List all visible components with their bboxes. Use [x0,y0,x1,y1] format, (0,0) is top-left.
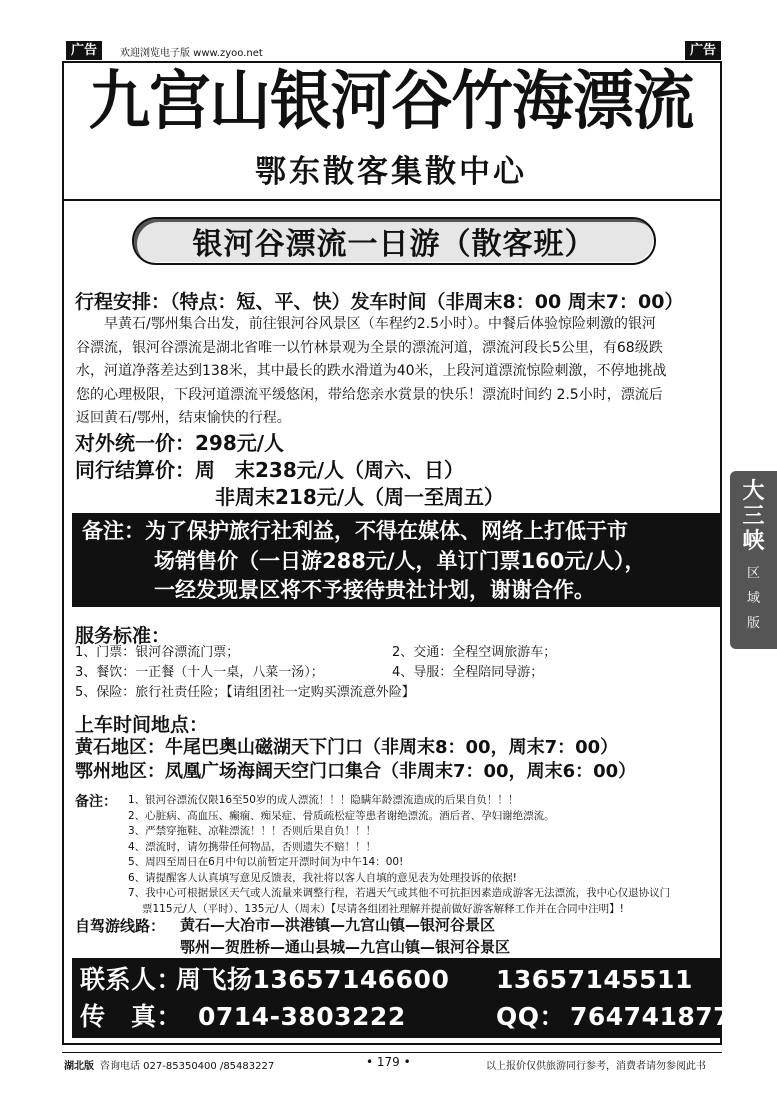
tour-banner: 银河谷漂流一日游（散客班） [132,217,656,265]
pickup-heading: 上车时间地点： [75,714,209,736]
self-drive-route: 鄂州—贺胜桥—通山县城—九宫山镇—银河谷景区 [180,938,511,956]
welcome-text: 欢迎浏览电子版 www.zyoo.net [120,48,263,59]
service-item: 4、导服：全程陪同导游； [392,665,544,680]
self-drive-label: 自驾游线路： [75,917,166,935]
remark-item: 5、周四至周日在6月中旬以前暂定开漂时间为中午14：00! [128,856,404,868]
itinerary-line: 谷漂流，银河谷漂流是湖北省唯一以竹林景观为全景的漂流河道，漂流河段长5公里，有68级跌 [76,339,663,356]
itinerary-heading: 行程安排：（特点：短、平、快）发车时间（非周末8：00 周末7：00） [75,291,684,313]
self-drive-route: 黄石—大冶市—洪港镇—九宫山镇—银河谷景区 [180,916,496,934]
remark-item: 2、心脏病、高血压、癫痫、痴呆症、骨质疏松症等患者谢绝漂流。酒后者、孕妇谢绝漂流。 [128,809,555,822]
fax-label: 传 真： [80,1002,183,1031]
remarks-list [128,793,670,917]
service-item: 2、交通：全程空调旅游车； [392,645,557,660]
side-tab-char: 峡 [742,528,765,554]
pickup-huangshi: 黄石地区：牛尾巴奥山磁湖天下门口（非周末8：00，周末7：00） [75,737,619,758]
itinerary-line: 水，河道净落差达到138米，其中最长的跌水滑道为40米，上段河道漂流惊险刺激，不停地挑战 [76,363,667,379]
footer-edition: 湖北版 [64,1061,94,1072]
region-side-tab [730,471,777,649]
itinerary-body [76,313,713,431]
remark-item: 3、严禁穿拖鞋、凉鞋漂流！！！否则后果自负！！！ [128,825,377,837]
service-item: 5、保险：旅行社责任险；【请组团社一定购买漂流意外险】 [75,685,415,700]
service-item: 3、餐饮：一正餐（十人一桌，八菜一汤）； [75,665,324,680]
divider [64,199,720,201]
qq-number: 764741877 [570,1002,732,1031]
ad-label-left: 广告 [66,41,102,60]
services-heading: 服务标准： [75,625,171,647]
unified-price: 对外统一价：298元/人 [75,431,285,455]
footer-phone: 咨询电话 027-85350400 /85483227 [100,1061,275,1072]
itinerary-line: 返回黄石/鄂州，结束愉快的行程。 [76,410,291,426]
remark-item: 4、漂流时，请勿携带任何物品，否则遗失不赔！！！ [128,840,377,853]
remark-item: 6、请提醒客人认真填写意见反馈表，我社将以客人自填的意见表为处理投诉的依据! [128,871,517,884]
side-tab-char: 区 [746,566,760,581]
peer-price-weekday: 非周末218元/人（周一至周五） [215,485,505,509]
side-tab-char: 大 [742,478,765,504]
contact-box [72,958,732,1038]
side-tab-char: 版 [746,616,760,631]
qq-label: QQ： [496,1002,566,1031]
remarks-label: 备注： [75,794,117,810]
ad-label-right: 广告 [685,41,721,60]
notice-line: 场销售价（一日游288元/人，单订门票160元/人）， [154,549,646,573]
contact-phone-2: 13657145511 [496,965,693,994]
contact-person: 周飞扬13657146600 [176,965,450,994]
page-title: 九宫山银河谷竹海漂流 [88,65,694,139]
remark-item: 7、我中心可根据景区天气或人流量来调整行程，若遇天气或其他不可抗拒因素造成游客无法漂流，我中心仅退协议门 [128,887,671,899]
peer-price-weekend: 同行结算价：周 末238元/人（周六、日） [75,458,465,482]
notice-line: 一经发现景区将不予接待贵社计划，谢谢合作。 [154,578,595,602]
notice-box [72,513,720,607]
itinerary-line: 早黄石/鄂州集合出发，前往银河谷风景区（车程约2.5小时）。中餐后体验惊险刺激的银河 [104,316,656,332]
page-subtitle: 鄂东散客集散中心 [255,154,527,190]
service-item: 1、门票：银河谷漂流门票； [75,645,240,660]
contact-person-label: 联系人： [80,965,183,994]
pickup-ezhou: 鄂州地区：凤凰广场海阔天空门口集合（非周末7：00，周末6：00） [75,761,637,782]
side-tab-char: 三 [742,503,765,529]
fax-number: 0714-3803222 [198,1002,406,1031]
remark-item: 票115元/人（平时）、135元/人（周末）【尽请各组团社理解并提前做好游客解释工作并在合同中注明】! [142,902,624,915]
footer-disclaimer: 以上报价仅供旅游同行参考，消费者请勿参阅此书 [486,1061,706,1072]
notice-line: 备注：为了保护旅行社利益，不得在媒体、网络上打低于市 [82,519,628,543]
remark-item: 1、银河谷漂流仅限16至50岁的成人漂流！！！隐瞒年龄漂流造成的后果自负！！！ [128,794,519,806]
footer-rule [62,1052,722,1053]
page-number: • 179 • [366,1055,411,1069]
side-tab-char: 域 [746,591,760,606]
itinerary-line: 您的心理极限，下段河道漂流平缓悠闲，带给您亲水赏景的快乐！漂流时间约 2.5小时，漂流后 [76,386,663,403]
